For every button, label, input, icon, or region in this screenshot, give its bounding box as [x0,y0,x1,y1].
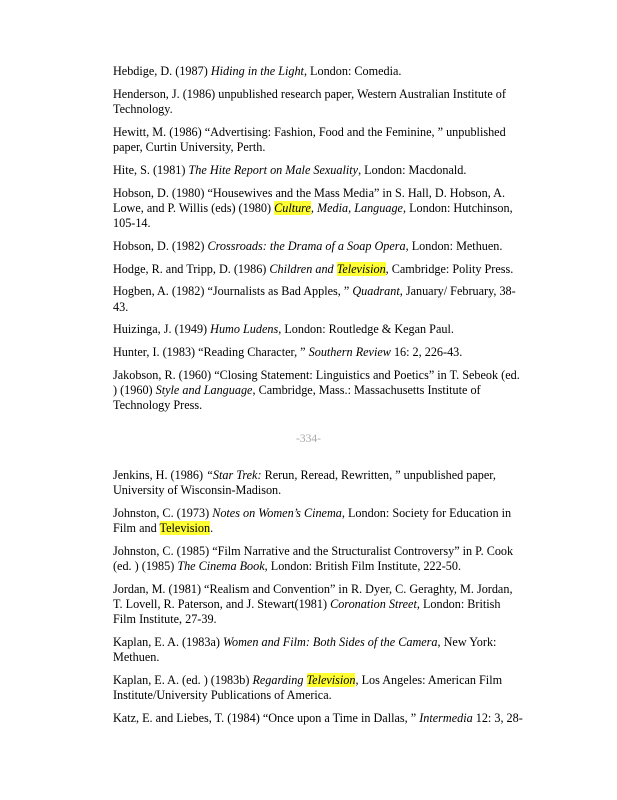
reference-text: , London: Macdonald. [358,162,467,177]
reference-text: Hobson, D. (1980) “Housewives and the Mass Media” in S. Hall, D. Hobson, A. Lowe, and P. Willis (eds) (1980) [113,185,505,215]
italic-title: Quadrant [352,284,400,299]
reference-text: , London: Routledge & Kegan Paul. [278,322,454,337]
italic-title: Humo Ludens [210,322,279,337]
reference-text: Rerun, Reread, Rewritten, ” unpublished paper, University of Wisconsin-Madison. [113,468,496,498]
reference-text: . [210,521,214,536]
reference-text: , London: Society for Education in Film and [113,506,512,536]
reference-text: Jordan, M. (1981) “Realism and Convention” in R. Dyer, C. Geraghty, M. Jordan, T. Lovell, R. Paterson, and J. Stewart(1981) [113,582,513,612]
reference-text: Huizinga, J. (1949) [113,322,211,337]
reference-text: , London: Hutchinson, 105-14. [113,200,513,230]
highlighted-term: Television [306,673,356,688]
reference-entry [113,506,523,536]
reference-list-top [113,64,523,421]
italic-title: , Media, Language [310,200,403,215]
italic-title: Coronation Street [330,597,417,612]
reference-text: 12: 3, 28- [472,711,523,726]
reference-text: , Los Angeles: American Film Institute/University Publications of America. [113,673,503,703]
reference-list-bottom [113,468,523,734]
italic-title: Children and [269,261,337,276]
reference-text: , Cambridge: Polity Press. [385,261,514,276]
highlighted-term: Culture [274,200,311,215]
highlighted-term: Television [159,521,211,536]
reference-text: Johnston, C. (1985) “Film Narrative and the Structuralist Controversy” in P. Cook (ed. ) (1985) [113,544,514,574]
reference-entry [113,64,523,79]
reference-text: 16: 2, 226-43. [390,345,463,360]
reference-entry [113,673,523,703]
italic-title: Intermedia [419,711,473,726]
reference-text: Kaplan, E. A. (1983a) [113,635,223,650]
italic-title: The Cinema Book [177,559,265,574]
reference-text: , London: British Film Institute, 222-50. [264,559,462,574]
reference-entry [113,322,523,337]
highlighted-term: Television [336,261,386,276]
reference-text: Hebdige, D. (1987) [113,64,211,78]
reference-text: , London: British Film Institute, 27-39. [113,597,501,627]
italic-title: Crossroads: the Drama of a Soap Opera [207,238,406,253]
reference-entry [113,635,523,665]
reference-text: Hite, S. (1981) [113,162,189,177]
reference-entry [113,711,523,726]
italic-title: Hiding in the Light [210,64,304,78]
reference-entry [113,262,523,277]
italic-title: The Hite Report on Male Sexuality [188,162,359,177]
reference-text: Jenkins, H. (1986) [113,468,207,482]
reference-text: Hunter, I. (1983) “Reading Character, ” [113,345,309,360]
reference-entry [113,345,523,360]
italic-title: “Star Trek: [206,468,262,482]
reference-text: Katz, E. and Liebes, T. (1984) “Once upon a Time in Dallas, ” [113,711,420,726]
reference-text: , January/ February, 38-43. [113,284,516,314]
reference-entry [113,163,523,178]
page-number: -334- [296,433,321,445]
reference-text: Hogben, A. (1982) “Journalists as Bad Apples, ” [113,284,353,299]
reference-text: , London: Comedia. [303,64,402,78]
italic-title: Women and Film: Both Sides of the Camera [223,635,438,650]
italic-title: Regarding [252,673,307,688]
reference-text: , New York: Methuen. [113,635,497,665]
reference-entry [113,186,523,232]
reference-text: , Cambridge, Mass.: Massachusetts Institute of Technology Press. [113,383,481,413]
reference-entry [113,284,523,314]
reference-entry [113,368,523,414]
reference-entry [113,87,523,117]
reference-text: , London: Methuen. [405,238,503,253]
reference-text: Jakobson, R. (1960) “Closing Statement: Linguistics and Poetics” in T. Sebeok (ed. ) (1960) [113,367,520,398]
reference-entry [113,544,523,574]
reference-entry [113,582,523,628]
reference-text: Hodge, R. and Tripp, D. (1986) [113,261,270,276]
reference-text: Hobson, D. (1982) [113,238,208,253]
reference-entry [113,468,523,498]
reference-text: Hewitt, M. (1986) “Advertising: Fashion, Food and the Feminine, ” unpublished paper, Curtin University, Perth. [113,124,506,154]
reference-entry [113,239,523,254]
reference-entry [113,125,523,155]
reference-text: Johnston, C. (1973) [113,506,213,520]
reference-text: Henderson, J. (1986) unpublished research paper, Western Australian Institute of Technology. [113,86,506,116]
italic-title: Style and Language [155,383,253,398]
italic-title: Southern Review [308,345,391,360]
italic-title: Notes on Women’s Cinema [212,506,342,520]
reference-text: Kaplan, E. A. (ed. ) (1983b) [113,673,253,688]
